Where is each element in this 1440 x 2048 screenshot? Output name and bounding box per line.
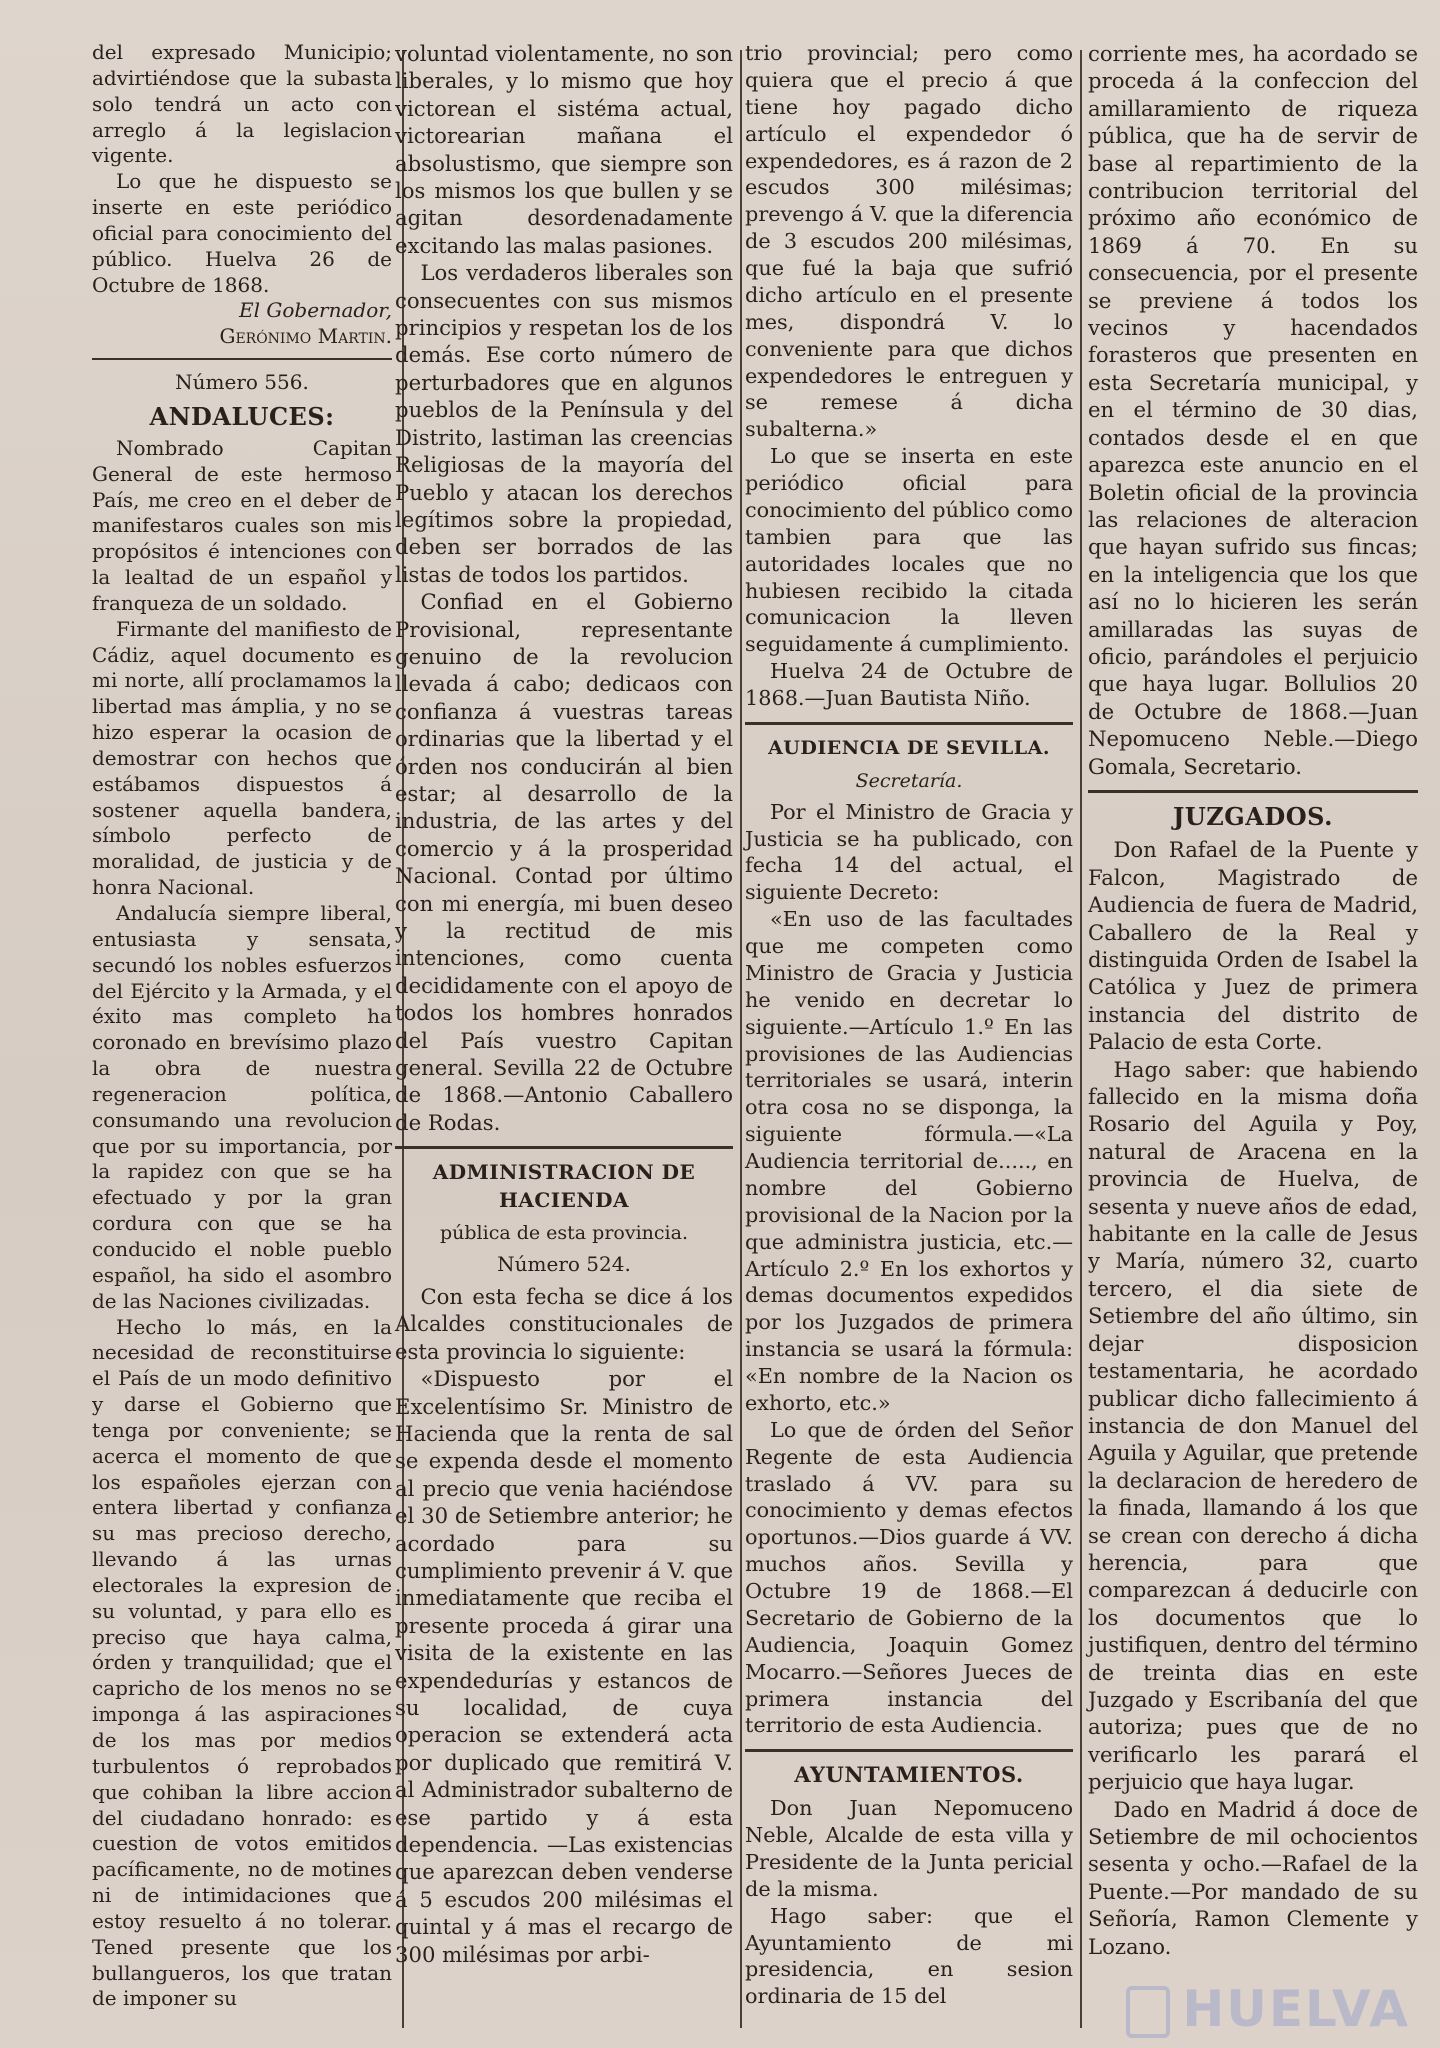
paragraph: corriente mes, ha acordado se proceda á la confeccion del amillaramiento de riqueza pública, que ha de servir de base al repartimiento de la contribucion territorial del próximo año económico de 1869 á 70. En su consecuencia, por el presente se previene á todos los vecinos y hacendados forasteros que presenten en esta Secretaría municipal, y en el término de 30 dias, contados desde el en que aparezca este anuncio en el Boletin oficial de la provincia las relaciones de alteracion que hayan sufrido sus fincas; en la inteligencia que los que así no lo hicieren les serán amillaradas las suyas de oficio, parándoles el perjuicio que haya lugar. Bollulios 20 de Octubre de 1868.—Juan Nepomuceno Neble.—Diego Gomala, Secretario. bbox=[1088, 41, 1418, 779]
paragraph: «En uso de las facultades que me competen como Ministro de Gracia y Justicia he venido en decretar lo siguiente.—Artículo 1.º En las provisiones de las Audiencias territoriales se usará, interin otra cosa no se disponga, la siguiente fórmula.—«La Audiencia territorial de....., en nombre del Gobierno provisional de la Nacion por la que administra justicia, etc.—Artículo 2.º En los exhortos y demas documentos expedidos por los Juzgados de primera instancia se usará la fórmula: «En nombre de la Nacion os exhorto, etc.» bbox=[745, 907, 1073, 1415]
section-rule bbox=[745, 722, 1073, 725]
signature-title: El Gobernador, bbox=[239, 298, 392, 323]
paragraph: Confiad en el Gobierno Provisional, representante genuino de la revolucion llevada á cabo; dedicaos con confianza á vuestras tareas ordinarias que la libertad y el órden nos conducirán al bien estar; al desarrollo de la industria, de las artes y del comercio y á la prosperidad Nacional. Contad por último con mi energía, mi buen deseo y la rectitud de mis intenciones, como cuenta decididamente con el apoyo de todos los hombres honrados del País vuestro Capitan general. Sevilla 22 de Octubre de 1868.—Antonio Caballero de Rodas. bbox=[395, 589, 733, 1135]
paragraph: Huelva 24 de Octubre de 1868.—Juan Bautista Niño. bbox=[745, 659, 1073, 710]
section-rule bbox=[395, 1146, 733, 1149]
section-rule bbox=[92, 358, 392, 360]
notice-number: Número 524. bbox=[497, 1252, 631, 1277]
watermark-text: HUELVA bbox=[1182, 1979, 1410, 2038]
paragraph: Don Juan Nepomuceno Neble, Alcalde de esta villa y Presidente de la Junta pericial de la misma. bbox=[745, 1796, 1073, 1901]
paragraph: Hecho lo más, en la necesidad de reconstituirse el País de un modo definitivo y darse el Gobierno que tenga por conveniente; se acerca el momento de que los españoles ejerzan con entera libertad y confianza su mas precioso derecho, llevando á las urnas electorales la expresion de su voluntad, y para ello es preciso que haya calma, órden y tranquilidad; que el capricho de los menos no se imponga á las aspiraciones de los mas por medios turbulentos ó reprobados que cohiban la libre accion del ciudadano honrado: es cuestion de votos emitidos pacíficamente, no de motines ni de intimidaciones que estoy resuelto á no tolerar. Tened presente que los bullangueros, los que tratan de imponer su bbox=[92, 1314, 392, 2011]
column-divider bbox=[740, 50, 742, 2028]
paragraph: voluntad violentamente, no son liberales, y lo mismo que hoy victorean el sistéma actual, victorearian mañana el absolustismo, que siempre son los mismos los que bullen y se agitan desordenadamente excitando las malas pasiones. bbox=[395, 41, 733, 258]
signature-name: Gerónimo Martin. bbox=[219, 324, 392, 349]
paragraph: Firmante del manifiesto de Cádiz, aquel documento es mi norte, allí proclamamos la libertad mas ámplia, y no se hizo esperar la ocasion de demostrar con hechos que estábamos dispuestos á sostener aquella bandera, símbolo perfecto de moralidad, de justicia y de honra Nacional. bbox=[92, 616, 392, 900]
section-heading: AYUNTAMIENTOS. bbox=[794, 1762, 1024, 1788]
section-heading: ANDALUCES: bbox=[149, 401, 335, 431]
archive-watermark bbox=[1126, 1980, 1410, 2039]
shield-icon bbox=[1126, 1986, 1170, 2038]
paragraph: «Dispuesto por el Excelentísimo Sr. Ministro de Hacienda que la renta de sal se expenda desde el momento al precio que venia haciéndose el 30 de Setiembre anterior; he acordado para su cumplimiento prevenir á V. que inmediatamente que reciba el presente proceda á girar una visita de la existente en las expendedurías y estancos de su localidad, de cuya operacion se extenderá acta por duplicado que remitirá V. al Administrador subalterno de ese partido y á esta dependencia. —Las existencias que aparezcan deben venderse á 5 escudos 200 milésimas el quintal y á mas el recargo de 300 milésimas por arbi- bbox=[395, 1366, 733, 1967]
section-subheading: Secretaría. bbox=[855, 769, 963, 792]
section-subheading: pública de esta provincia. bbox=[440, 1222, 688, 1245]
paragraph: Lo que de órden del Señor Regente de esta Audiencia traslado á VV. para su conocimiento y demas efectos oportunos.—Dios guarde á VV. muchos años. Sevilla y Octubre 19 de 1868.—El Secretario de Gobierno de la Audiencia, Joaquin Gomez Mocarro.—Señores Jueces de primera instancia del territorio de esta Audiencia. bbox=[745, 1417, 1073, 1738]
paragraph: Por el Ministro de Gracia y Justicia se ha publicado, con fecha 14 del actual, el siguiente Decreto: bbox=[745, 799, 1073, 905]
paragraph: trio provincial; pero como quiera que el precio á que tiene hoy pagado dicho artículo el expendedor ó expendedores, es á razon de 2 escudos 300 milésimas; prevengo á V. que la diferencia de 3 escudos 200 milésimas, que fué la baja que sufrió dicho artículo en el presente mes, dispondrá V. lo conveniente para que dichos expendedores le entreguen y se remese á dicha subalterna.» bbox=[745, 41, 1073, 442]
paragraph: Andalucía siempre liberal, entusiasta y sensata, secundó los nobles esfuerzos del Ejército y la Armada, y el éxito mas completo ha coronado en brevísimo plazo la obra de nuestra regeneracion política, consumando una revolucion que por su importancia, por la rapidez con que se ha efectuado y por la gran cordura con que se ha conducido el noble pueblo español, ha sido el asombro de las Naciones civilizadas. bbox=[92, 901, 392, 1313]
paragraph: Dado en Madrid á doce de Setiembre de mil ochocientos sesenta y ocho.—Rafael de la Puente.—Por mandado de su Señoría, Ramon Clemente y Lozano. bbox=[1088, 1796, 1418, 1959]
notice-number: Número 556. bbox=[175, 370, 309, 395]
section-heading: AUDIENCIA DE SEVILLA. bbox=[768, 736, 1050, 759]
section-rule bbox=[1088, 790, 1418, 793]
intro-paragraph: del expresado Municipio; advirtiéndose que la subasta solo tendrá un acto con arreglo á la legislacion vigente. bbox=[92, 40, 392, 168]
paragraph: Hago saber: que habiendo fallecido en la misma doña Rosario del Aguila y Poy, natural de Aracena en la provincia de Huelva, de sesenta y nueve años de edad, habitante en la calle de Jesus y María, número 32, cuarto tercero, el dia siete de Setiembre del año último, sin dejar disposicion testamentaria, he acordado publicar dicho fallecimiento á instancia de don Manuel del Aguila y Aguilar, que pretende la declaracion de heredero de la finada, llamando á los que se crean con derecho á dicha herencia, para que comparezcan á deducirle con los documentos que lo justifiquen, dentro del término de treinta dias en este Juzgado y Escribanía del que autoriza; pues que de no verificarlo les parará el perjuicio que haya lugar. bbox=[1088, 1056, 1418, 1795]
column-divider bbox=[1080, 50, 1082, 2028]
column-2 bbox=[395, 40, 733, 2018]
paragraph: Los verdaderos liberales son consecuentes con sus mismos principios y respetan los de los demás. Ese corto número de perturbadores que en algunos pueblos de la Península y del Distrito, lastiman las creencias Religiosas de la mayoría del Pueblo y atacan los derechos legítimos sobre la propiedad, deben ser borrados de las listas de todos los partidos. bbox=[395, 260, 733, 587]
paragraph: Hago saber: que el Ayuntamiento de mi presidencia, en sesion ordinaria de 15 del bbox=[745, 1903, 1073, 2009]
paragraph: Lo que se inserta en este periódico oficial para conocimiento del público como tambien para que las autoridades locales que no hubiesen recibido la citada comunicacion la lleven seguidamente á cumplimiento. bbox=[745, 444, 1073, 657]
paragraph: Nombrado Capitan General de este hermoso País, me creo en el deber de manifestaros cuales son mis propósitos é intenciones con la lealtad de un español y franqueza de un soldado. bbox=[92, 435, 392, 615]
order-paragraph: Lo que he dispuesto se inserte en este periódico oficial para conocimiento del público. Huelva 26 de Octubre de 1868. bbox=[92, 169, 392, 297]
column-4 bbox=[1088, 40, 1418, 2018]
column-1 bbox=[92, 40, 392, 2018]
column-3 bbox=[745, 40, 1073, 2018]
section-rule bbox=[745, 1749, 1073, 1752]
section-heading: ADMINISTRACION DE HACIENDA bbox=[432, 1160, 696, 1212]
paragraph: Don Rafael de la Puente y Falcon, Magistrado de Audiencia de fuera de Madrid, Caballero de la Real y distinguida Orden de Isabel la Católica y Juez de primera instancia del distrito de Palacio de esta Corte. bbox=[1088, 837, 1418, 1055]
paragraph: Con esta fecha se dice á los Alcaldes constitucionales de esta provincia lo siguiente: bbox=[395, 1283, 733, 1364]
section-heading: JUZGADOS. bbox=[1173, 801, 1333, 831]
